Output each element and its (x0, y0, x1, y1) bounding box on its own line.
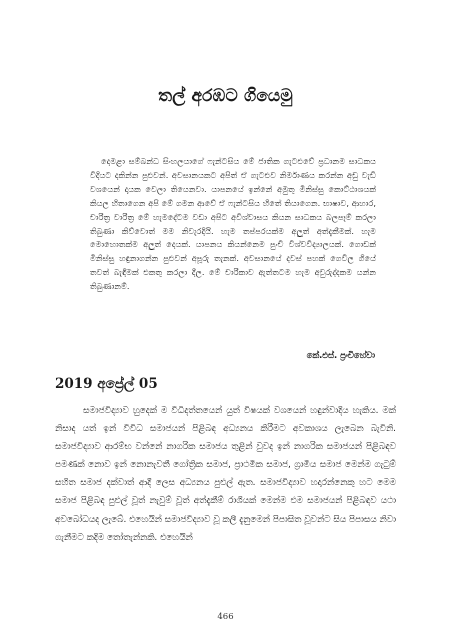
body-paragraph: සමාජවිද්‍යාව හුදෙක් ම විධිදත්තයෙන් යුත් විෂයක් වශයෙන් හඳුන්වාදිය හැකිය. මක් නිසාද යත් ඉන් විවිධ සමාජයන් පිළිබඳ අධ්‍යනය කිරීමට අවකාශය ලැබෙන බැවිනි. සමාජවිද්‍යාව ආරම්භ වන්නේ නාගරික සමාජය තුළින් වුවද ඉන් නාගරික සමාජයන් පිළිබඳව පමණක් නොව ඉන් නොනැවතී ගෝත්‍රික සමාජ, ප්‍රාථමික සමාජ, ග්‍රාමීය සමාජ මෙන්ම ගැටුම් සහිත සමාජ දක්වාත් ආදී ලෙස අධ්‍යනය පුළුල් ඇත. සමාජවිද්‍යාව හදාරන්නෙකු හට මෙම සමාජ පිළිබඳ පුළුල් වූත් නැවුම් වූත් අත්දැකීම් රාශියක් මෙන්ම එම සමාජයන් පිළිබඳව යථා අවබෝධයද ලැබේ. එහෙයින් සමාජවිද්‍යාව වූ කලී දැනුමෙන් පිපාසිත වූවන්ට සිය පිපාසය නිවා ගැනීමට කදිම තෝතැන්නකි. එහෙයින් (55, 406, 396, 543)
page-number: 466 (217, 612, 234, 622)
preface-paragraph: දෙමළා සම්බන්ධ සිංහලයාගේ ෆැන්ටසිය මේ ජාතික ගැටළුවේ ප්‍රධානම සාධකය විදියට දකින්න පුළුවන්. අවසානයකට අපිත් ඒ ගැටළුව නිර්මාණය කරන්න අඩු වැඩි වශයෙන් දායක වෙලා තියෙනවා. යාපනයේ ඉන්නේ අමුතු මිනිස්සු කොට්ඨාශයක් කියල හිතාගෙන අපි මේ ගමන ආවේ ඒ ෆැන්ටසිය හිතේ තියාගෙන. භාෂාව, ආහාර, චාරිත්‍ර වාරිත්‍ර මේ හැමදේටම වඩා අපිට අවිශ්වාසය කියන සාධකය බලපෑම් කරලා තිබුණා කිව්වොත් මම නිවැරදියි. හැම තප්පරයක්ම අලුත් අත්දැකීමක්. හැම මොහොතක්ම අලුත් දෙයක්. යාපනය කියන්නෙම පුංචි විශ්වවිද්‍යාලයක්. ගොඩක් මිනිස්සු හඳුනාගන්න පුළුවන් අපූරු තැනක්. අවසානයේ දවස් පහක් ගෙවිල ගියේ තවත් බැඳීමක් එකතු කරලා දීල. මේ චාරිකාව ඇත්තටම හැම අවුරුද්දකම යන්න තිබුණානම්. (90, 156, 376, 292)
date-heading: 2019 අප්‍රේල් 05 (55, 376, 158, 392)
author-signature: කේ.එස්. ප්‍රංචිහේවා (306, 350, 375, 360)
chapter-title: තල් අරඹට ගියෙමු (158, 86, 293, 106)
